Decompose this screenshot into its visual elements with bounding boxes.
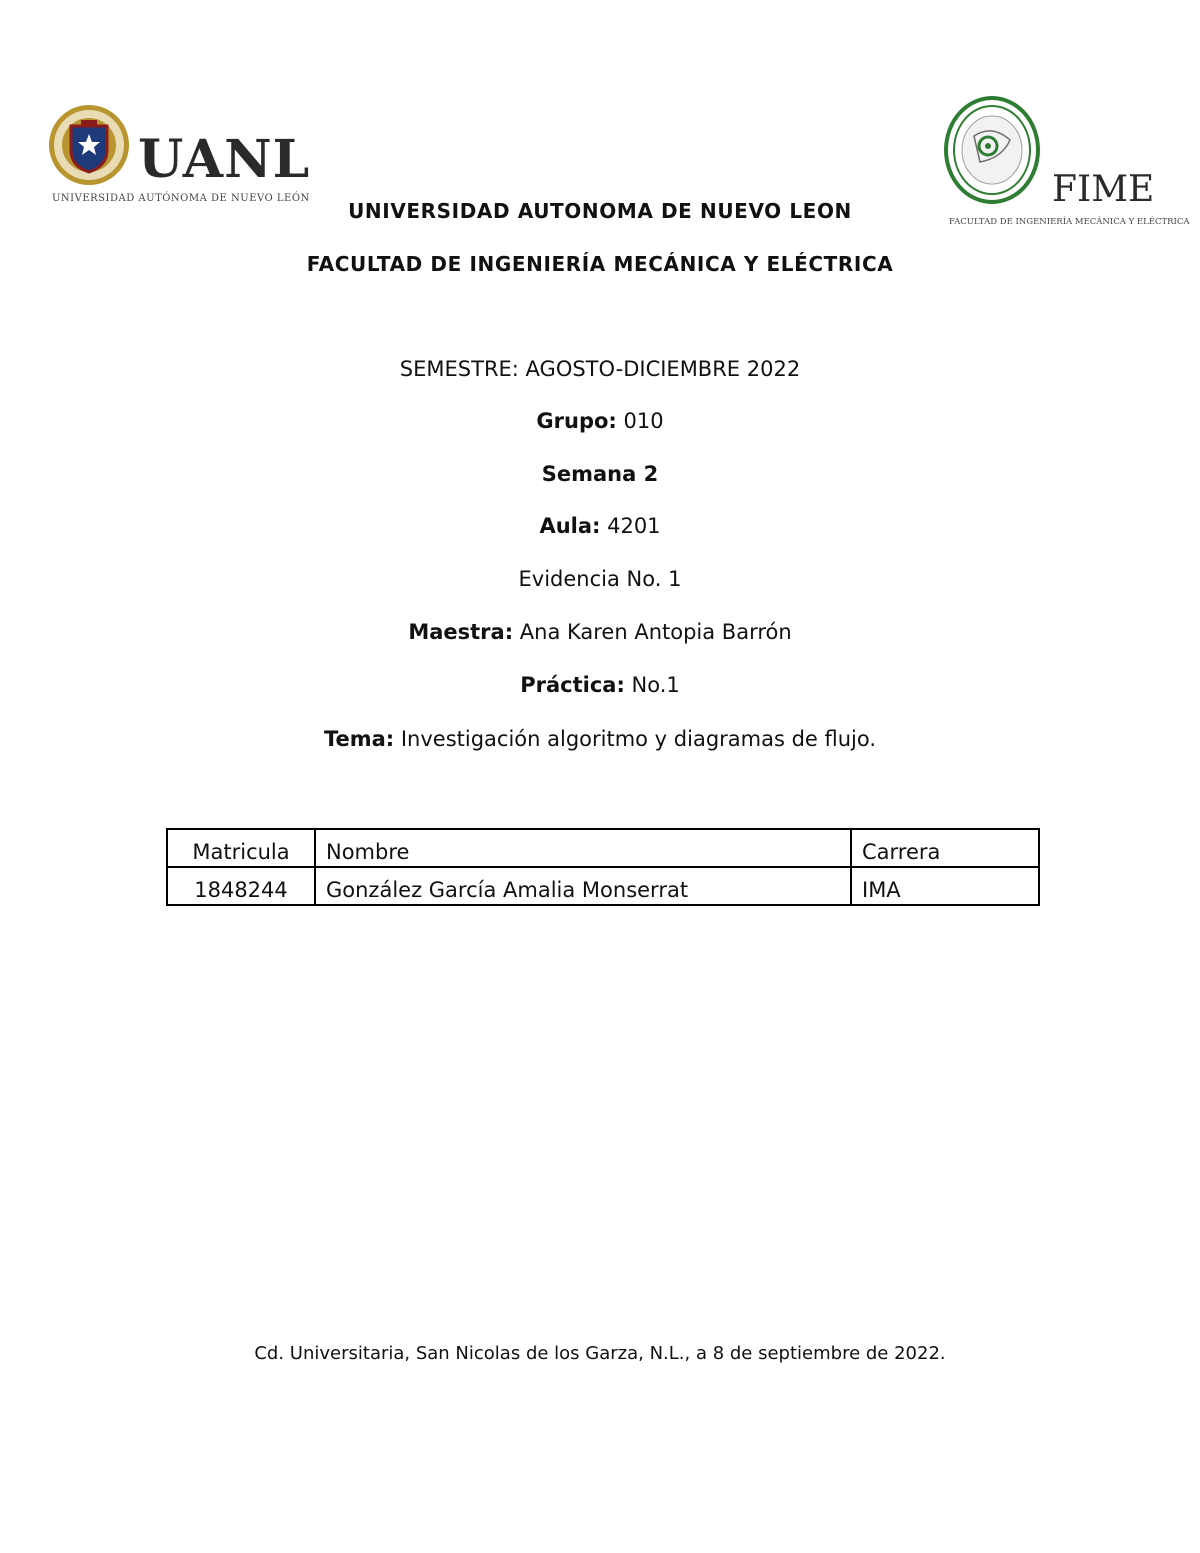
- faculty-title: FACULTAD DE INGENIERÍA MECÁNICA Y ELÉCTRICA: [306, 252, 894, 276]
- fime-seal-icon: [944, 96, 1040, 204]
- table-row: [167, 867, 1039, 905]
- uanl-seal-icon: [48, 104, 130, 186]
- header-carrera: Carrera: [851, 829, 1039, 867]
- maestra-label: Maestra:: [408, 620, 514, 644]
- student-table: [166, 828, 1040, 906]
- maestra-line: [0, 620, 1200, 644]
- semana-line: Semana 2: [541, 462, 659, 486]
- footer-place-date: Cd. Universitaria, San Nicolas de los Garza, N.L., a 8 de septiembre de 2022.: [254, 1343, 946, 1364]
- cell-carrera: IMA: [851, 867, 1039, 905]
- cell-matricula: 1848244: [167, 867, 315, 905]
- semestre-line: SEMESTRE: AGOSTO-DICIEMBRE 2022: [399, 357, 801, 381]
- aula-label: Aula:: [539, 514, 601, 538]
- aula-value: 4201: [600, 514, 661, 538]
- header-nombre: Nombre: [315, 829, 851, 867]
- uanl-wordmark: UANL: [138, 129, 311, 190]
- grupo-label: Grupo:: [536, 409, 617, 433]
- practica-line: [0, 673, 1200, 697]
- grupo-value: 010: [616, 409, 664, 433]
- aula-line: [0, 514, 1200, 538]
- tema-value: Investigación algoritmo y diagramas de flujo.: [394, 727, 877, 751]
- practica-label: Práctica:: [520, 673, 625, 697]
- fime-subtitle: FACULTAD DE INGENIERÍA MECÁNICA Y ELÉCTRICA: [949, 217, 1190, 227]
- tema-label: Tema:: [323, 727, 395, 751]
- fime-wordmark: FIME: [1052, 169, 1155, 210]
- header-matricula: Matricula: [167, 829, 315, 867]
- uanl-subtitle: UNIVERSIDAD AUTÓNOMA DE NUEVO LEÓN: [52, 193, 310, 204]
- table-header-row: [167, 829, 1039, 867]
- evidencia-line: Evidencia No. 1: [518, 567, 682, 591]
- tema-line: [0, 727, 1200, 751]
- uanl-logo: [48, 104, 311, 208]
- university-title: UNIVERSIDAD AUTONOMA DE NUEVO LEON: [348, 199, 852, 223]
- practica-value: No.1: [624, 673, 680, 697]
- maestra-value: Ana Karen Antopia Barrón: [513, 620, 792, 644]
- grupo-line: [0, 409, 1200, 433]
- cell-nombre: González García Amalia Monserrat: [315, 867, 851, 905]
